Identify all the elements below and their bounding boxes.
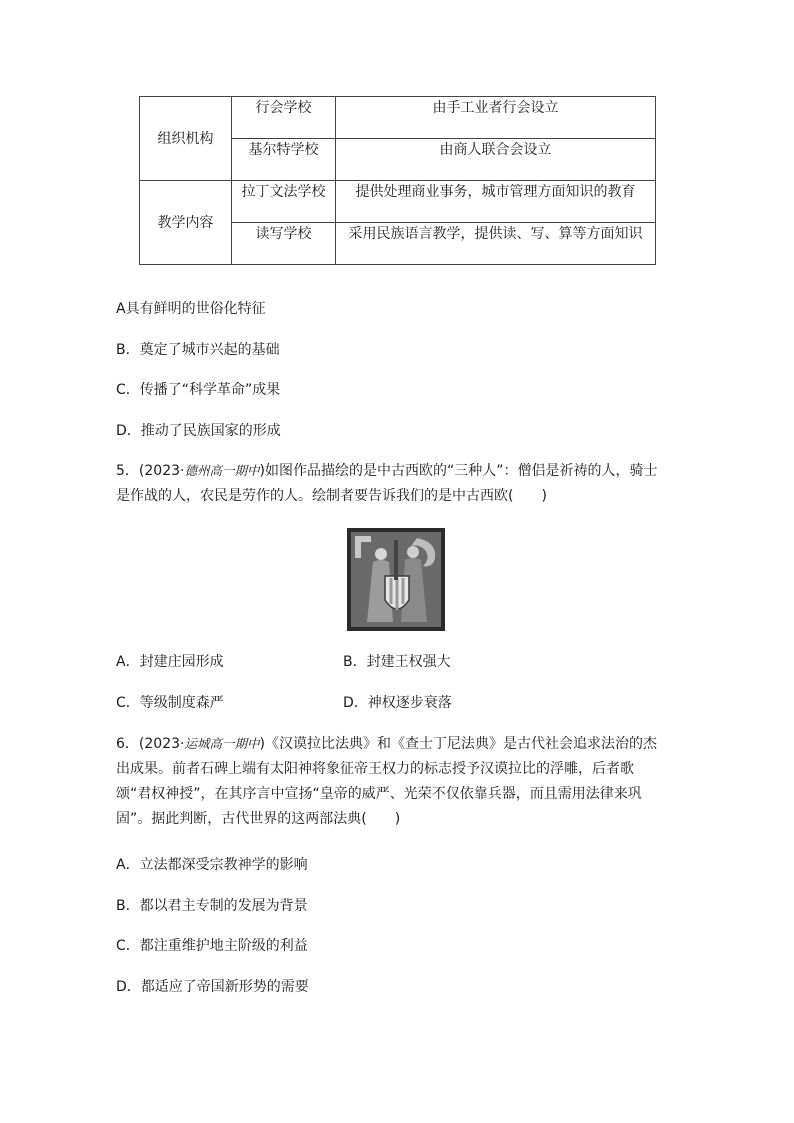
table-cell-name xyxy=(232,97,336,139)
school-name: 读写学校 xyxy=(255,226,312,242)
school-desc: 由手工业者行会设立 xyxy=(432,100,559,116)
school-desc: 采用民族语言教学，提供读、写、算等方面知识 xyxy=(348,226,643,242)
question-text: 如图作品描绘的是中古西欧的“三种人”：僧侣是祈祷的人，骑士是作战的人，农民是劳作的人。绘制者要告诉我们的是中古西欧( ) xyxy=(116,463,658,504)
question-number: 6． xyxy=(116,736,139,752)
monk-head xyxy=(375,548,387,560)
three-estates-illustration xyxy=(347,528,445,631)
spear xyxy=(394,540,398,580)
knight-head xyxy=(407,546,419,558)
table-cell-desc xyxy=(336,139,656,181)
question-source: 德州高一期中 xyxy=(184,463,260,478)
question-5-stem xyxy=(116,458,668,509)
table-cell-name xyxy=(232,223,336,265)
school-name: 行会学校 xyxy=(255,100,312,116)
school-name: 拉丁文法学校 xyxy=(241,184,326,200)
question-6-stem xyxy=(116,731,668,832)
question-year: (2023· xyxy=(138,463,185,479)
q4-option-c: C．传播了“科学革命”成果 xyxy=(116,382,281,398)
q6-option-c: C．都注重维护地主阶级的利益 xyxy=(116,938,308,954)
q5-option-a: A．封建庄园形成 xyxy=(116,654,224,670)
table-row xyxy=(140,181,656,223)
question-text: 《汉谟拉比法典》和《查士丁尼法典》是古代社会追求法治的杰出成果。前者石碑上端有太阳神将象征帝王权力的标志授予汉谟拉比的浮雕，后者歌颂“君权神授”，在其序言中宣扬“皇帝的威严、光荣不仅依靠兵器，而且需用法律来巩固”。据此判断，古代世界的这两部法典( ) xyxy=(116,736,657,827)
table-cell-name xyxy=(232,139,336,181)
school-desc: 提供处理商业事务，城市管理方面知识的教育 xyxy=(355,184,636,200)
table-cell-desc xyxy=(336,223,656,265)
group-label: 教学内容 xyxy=(157,214,214,231)
school-desc: 由商人联合会设立 xyxy=(439,142,552,158)
q6-option-d: D．都适应了帝国新形势的需要 xyxy=(116,979,309,995)
school-name: 基尔特学校 xyxy=(248,142,319,158)
q6-option-b: B．都以君主专制的发展为背景 xyxy=(116,898,308,914)
table-cell-name xyxy=(232,181,336,223)
group-label: 组织机构 xyxy=(157,130,214,147)
table-cell-desc xyxy=(336,97,656,139)
question-number: 5． xyxy=(116,463,139,479)
question-source-close: ) xyxy=(259,736,265,752)
table-group-cell xyxy=(140,181,232,265)
table-group-cell xyxy=(140,97,232,181)
q6-option-a: A．立法都深受宗教神学的影响 xyxy=(116,857,308,873)
q5-option-c: C．等级制度森严 xyxy=(116,695,224,711)
q4-option-d: D．推动了民族国家的形成 xyxy=(116,423,281,439)
q5-option-b: B．封建王权强大 xyxy=(343,654,451,670)
school-table xyxy=(139,96,656,265)
table-row xyxy=(140,97,656,139)
question-year: (2023· xyxy=(138,736,185,752)
q5-option-d: D．神权逐步衰落 xyxy=(343,695,452,711)
question-source: 运城高一期中 xyxy=(184,736,260,751)
q4-option-b: B．奠定了城市兴起的基础 xyxy=(116,342,280,358)
q4-option-a: A具有鲜明的世俗化特征 xyxy=(116,301,266,317)
table-cell-desc xyxy=(336,181,656,223)
question-source-close: ) xyxy=(259,463,265,479)
